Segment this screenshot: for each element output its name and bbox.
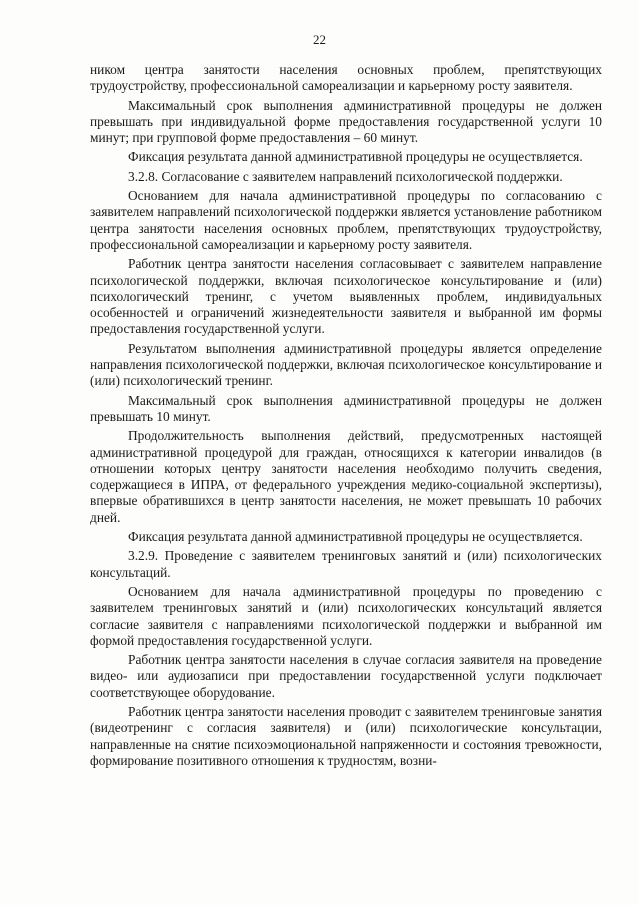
paragraph: Результатом выполнения административной процедуры является определение направления психологической поддержки, включая психологическое консультирование и (или) психологический тренинг. (90, 340, 602, 389)
paragraph: Максимальный срок выполнения административной процедуры не должен превышать 10 минут. (90, 392, 602, 424)
paragraph: Максимальный срок выполнения административной процедуры не должен превышать при индивидуальной форме предоставления государственной услуги 10 минут; при групповой форме предоставления – 60 минут. (90, 97, 602, 146)
paragraph: Основанием для начала административной процедуры по проведению с заявителем тренинговых занятий и (или) психологических консультаций является согласие заявителя с направлениями психологической поддержки и выбранной им формой предоставления государственной услуги. (90, 583, 602, 648)
paragraph: Работник центра занятости населения в случае согласия заявителя на проведение видео- или аудиозаписи при предоставлении государственной услуги подключает соответствующее оборудование. (90, 652, 602, 700)
paragraph: Фиксация результата данной административной процедуры не осуществляется. (128, 529, 583, 545)
document-body (90, 62, 602, 772)
section-heading-3-2-9: 3.2.9. Проведение с заявителем тренинговых занятий и (или) психологических консультаций. (90, 548, 602, 580)
paragraph: Работник центра занятости населения согласовывает с заявителем направление психологической поддержки, включая психологическое консультирование и (или) психологический тренинг, с учетом выявленных проблем, индивидуальных особенностей и ограничений жизнедеятельности заявителя и выбранной им формы предоставления государственной услуги. (90, 256, 602, 337)
paragraph: Основанием для начала административной процедуры по согласованию с заявителем направлений психологической поддержки является установление работником центра занятости населения основных проблем, препятствующих трудоустройству, профессиональной самореализации и карьерному росту заявителя. (90, 188, 602, 252)
paragraph: Фиксация результата данной административной процедуры не осуществляется. (128, 149, 583, 165)
paragraph: ником центра занятости населения основных проблем, препятствующих трудоустройству, профессиональной самореализации и карьерному росту заявителя. (90, 62, 602, 94)
paragraph: Продолжительность выполнения действий, предусмотренных настоящей административной процедурой для граждан, относящихся к категории инвалидов (в отношении которых центру занятости населения необходимо получить сведения, содержащиеся в ИПРА, от федерального учреждения медико-социальной экспертизы), впервые обратившихся в центр занятости населения, не может превышать 10 рабочих дней. (90, 428, 602, 525)
page-number: 22 (313, 32, 326, 47)
paragraph: Работник центра занятости населения проводит с заявителем тренинговые занятия (видеотренинг с согласия заявителя) и (или) психологические консультации, направленные на снятие психоэмоциональной напряженности и состояния тревожности, формирование позитивного отношения к трудностям, возни- (90, 703, 602, 768)
section-heading-3-2-8: 3.2.8. Согласование с заявителем направлений психологической поддержки. (128, 168, 563, 184)
